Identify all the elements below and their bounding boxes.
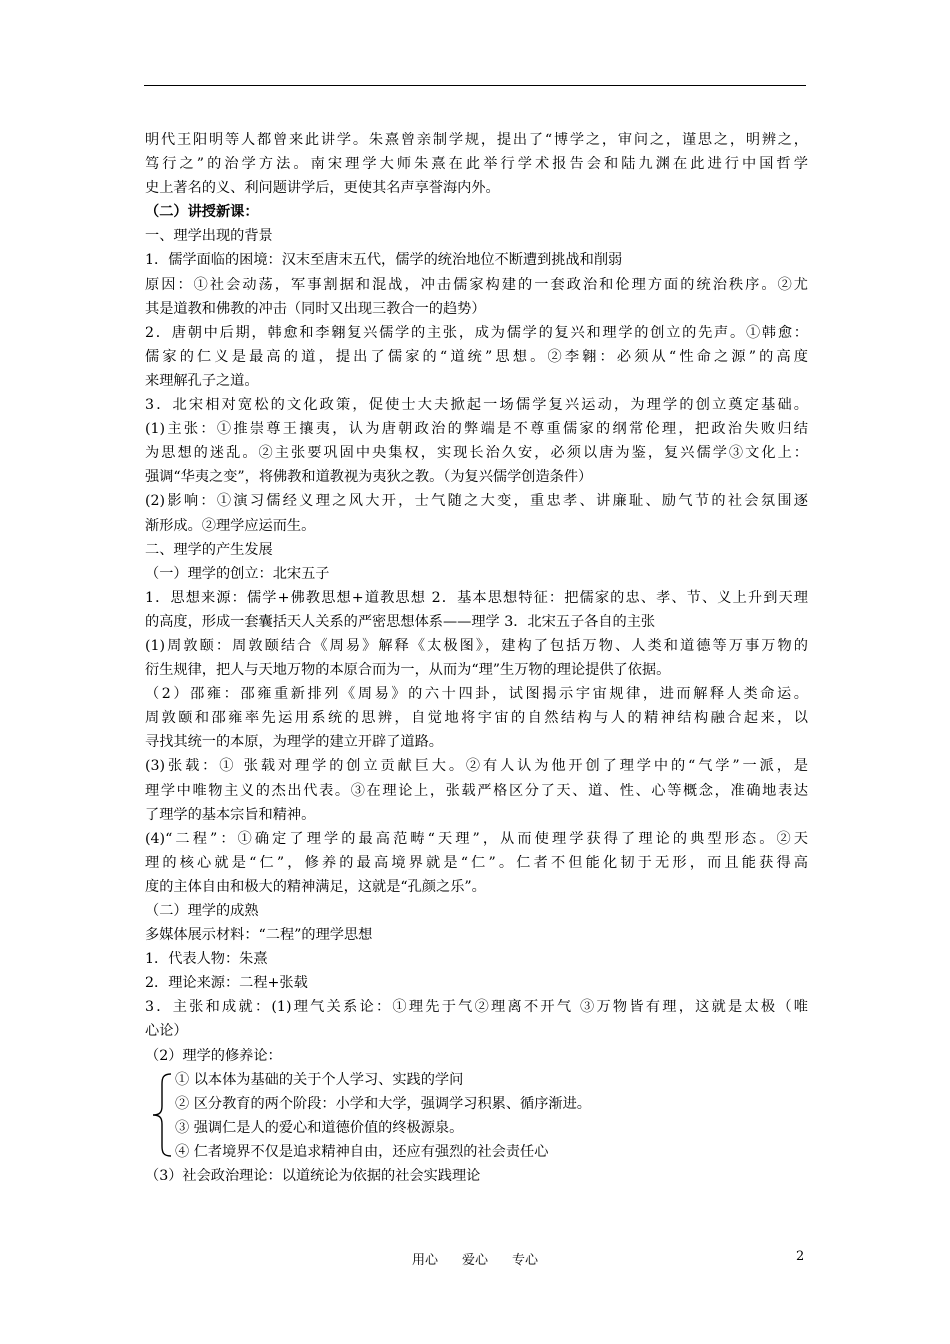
cultivation-theory-list <box>145 1068 808 1164</box>
text-line: 儒家的仁义是最高的道，提出了儒家的“道统”思想。②李翱：必须从“性命之源”的高度 <box>145 348 808 365</box>
text-line: 2．理论来源：二程+张载 <box>145 975 308 992</box>
text-line: 度的主体自由和极大的精神满足，这就是“孔颜之乐”。 <box>145 878 486 895</box>
text-line: 原因：①社会动荡，军事割据和混战，冲击儒家构建的一套政治和伦理方面的统治秩序。②尤 <box>145 276 808 293</box>
text-line: （二）理学的成熟 <box>145 903 259 919</box>
text-line: （二）讲授新课： <box>145 204 259 221</box>
text-line: 心论） <box>145 1023 188 1040</box>
text-line: 一、理学出现的背景 <box>145 228 273 245</box>
text-line: 理学中唯物主义的杰出代表。③在理论上，张载严格区分了天、道、性、心等概念，准确地表达 <box>145 782 808 799</box>
text-line: 来理解孔子之道。 <box>145 372 259 389</box>
text-line: 周敦颐和邵雍率先运用系统的思辨，自觉地将宇宙的自然结构与人的精神结构融合起来，以 <box>145 710 808 727</box>
text-line: 其是道教和佛教的冲击（同时又出现三教合一的趋势） <box>145 300 486 317</box>
document-body <box>145 128 808 1188</box>
footer-slogan-word: 爱心 <box>461 1253 488 1268</box>
text-line: 3．主张和成就：(1)理气关系论：①理先于气②理离不开气 ③万物皆有理，这就是太极（唯 <box>145 999 808 1016</box>
text-line: 的高度，形成一套囊括天人关系的严密思想体系——理学 3．北宋五子各自的主张 <box>145 613 656 630</box>
text-line: 了理学的基本宗旨和精神。 <box>145 806 316 823</box>
text-line: 3．北宋相对宽松的文化政策，促使士大夫掀起一场儒学复兴运动，为理学的创立奠定基础。 <box>145 397 808 414</box>
text-line: （2）邵雍：邵雍重新排列《周易》的六十四卦，试图揭示宇宙规律，进而解释人类命运。 <box>145 686 808 703</box>
footer-slogan-word: 用心 <box>411 1253 438 1268</box>
text-line: (1)主张：①推崇尊王攘夷，认为唐朝政治的弊端是不尊重儒家的纲常伦理，把政治失败归结 <box>145 421 808 438</box>
brace-list-item: ③ 强调仁是人的爱心和道德价值的终极源泉。 <box>175 1119 464 1136</box>
text-line: 衍生规律，把人与天地万物的本原合而为一，从而为“理”生万物的理论提供了依据。 <box>145 662 671 679</box>
text-line: 1．儒学面临的困境：汉末至唐末五代，儒学的统治地位不断遭到挑战和削弱 <box>145 252 623 269</box>
text-line: 为思想的迷乱。②主张要巩固中央集权，实现长治久安，必须以唐为鉴，复兴儒学③文化上： <box>145 445 808 462</box>
social-political-theory-line: （3）社会政治理论：以道统论为依据的社会实践理论 <box>145 1168 481 1185</box>
text-line: 2．唐朝中后期，韩愈和李翱复兴儒学的主张，成为儒学的复兴和理学的创立的先声。①韩愈： <box>145 324 808 341</box>
brace-list-item: ④ 仁者境界不仅是追求精神自由，还应有强烈的社会责任心 <box>175 1143 549 1160</box>
text-line: 1．思想来源：儒学+佛教思想+道教思想 2．基本思想特征：把儒家的忠、孝、节、义上升到天理 <box>145 589 808 606</box>
text-line: 多媒体展示材料：“二程”的理学思想 <box>145 927 373 944</box>
curly-brace-icon <box>149 1072 175 1158</box>
text-line: 笃行之”的治学方法。南宋理学大师朱熹在此举行学术报告会和陆九渊在此进行中国哲学 <box>145 156 808 173</box>
text-line: 史上著名的义、利问题讲学后，更使其名声享誉海内外。 <box>145 180 500 197</box>
text-line: 1．代表人物：朱熹 <box>145 951 268 968</box>
brace-list-item: ① 以本体为基础的关于个人学习、实践的学问 <box>175 1071 464 1088</box>
brace-items <box>175 1068 808 1164</box>
text-line: 渐形成。②理学应运而生。 <box>145 517 316 534</box>
page-number: 2 <box>796 1249 805 1264</box>
text-line: 明代王阳明等人都曾来此讲学。朱熹曾亲制学规，提出了“博学之，审问之，谨思之，明辨之， <box>145 132 808 148</box>
paragraph-lines <box>145 128 808 1068</box>
text-line: （2）理学的修养论： <box>145 1047 282 1064</box>
brace-list-item: ② 区分教育的两个阶段：小学和大学，强调学习积累、循序渐进。 <box>175 1095 591 1112</box>
footer-slogan-word: 专心 <box>512 1253 539 1268</box>
text-line: 二、理学的产生发展 <box>145 541 273 558</box>
text-line: (2)影响：①演习儒经义理之风大开，士气随之大变，重忠孝、讲廉耻、励气节的社会氛围逐 <box>145 493 808 510</box>
text-line: （一）理学的创立：北宋五子 <box>145 565 330 582</box>
text-line: 强调“华夷之变”，将佛教和道教视为夷狄之教。（为复兴儒学创造条件） <box>145 469 593 486</box>
header-rule <box>144 85 806 86</box>
footer-slogan <box>0 1249 950 1268</box>
text-line: 寻找其统一的本原，为理学的建立开辟了道路。 <box>145 734 443 751</box>
text-line: 理的核心就是“仁”，修养的最高境界就是“仁”。仁者不但能化韧于无形，而且能获得高 <box>145 854 808 871</box>
text-line: (3)张载：① 张载对理学的创立贡献巨大。②有人认为他开创了理学中的“气学”一派，是 <box>145 758 808 775</box>
text-line: (4)“二程”：①确定了理学的最高范畴“天理”，从而使理学获得了理论的典型形态。②天 <box>145 830 808 847</box>
text-line: (1)周敦颐：周敦颐结合《周易》解释《太极图》，建构了包括万物、人类和道德等万事万物的 <box>145 637 808 654</box>
